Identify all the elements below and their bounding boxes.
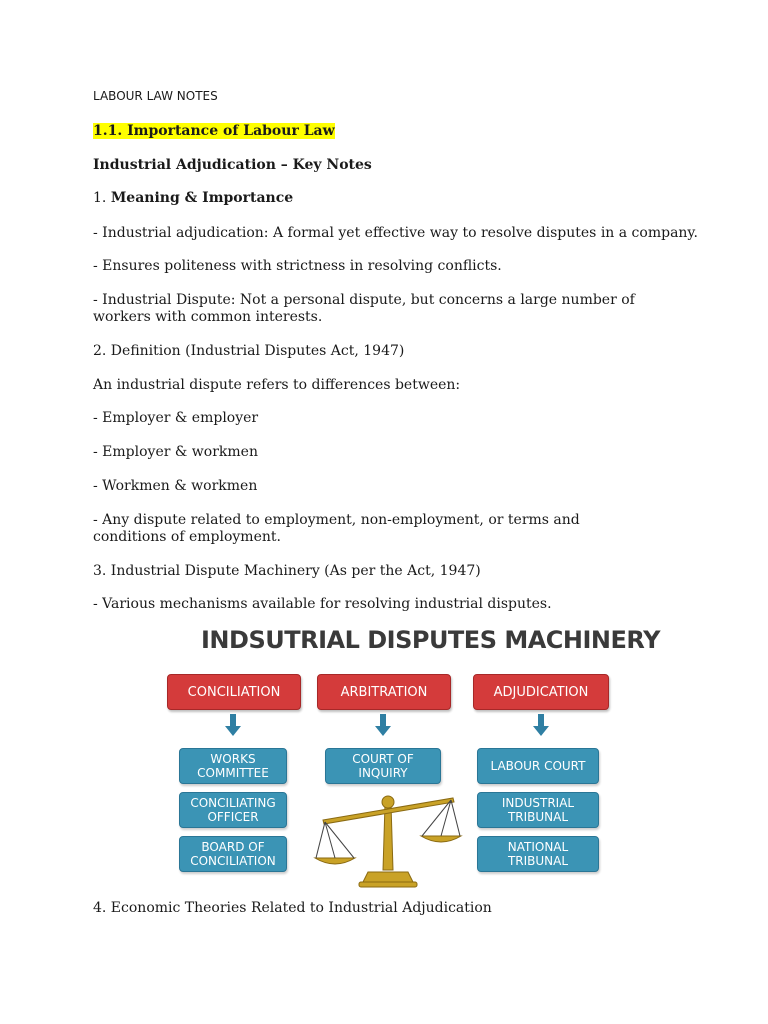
adjudication-heading: ADJUDICATION [473,674,609,710]
conciliating-officer-box: CONCILIATING OFFICER [179,792,287,828]
bullet-industrial-dispute: - Industrial Dispute: Not a personal dispute, but concerns a large number of workers with common interests. [93,292,635,325]
scales-of-justice-icon [313,790,463,890]
labour-court-box: LABOUR COURT [477,748,599,784]
section-title [93,123,335,140]
court-of-inquiry-box: COURT OF INQUIRY [325,748,441,784]
national-tribunal-box: NATIONAL TRIBUNAL [477,836,599,872]
section-4-heading: 4. Economic Theories Related to Industrial Adjudication [93,900,492,916]
list-item: - Workmen & workmen [93,478,258,494]
arbitration-heading: ARBITRATION [317,674,451,710]
works-committee-box: WORKS COMMITTEE [179,748,287,784]
section-1-number: 1. [93,190,107,206]
disputes-machinery-diagram [163,620,660,890]
section-1-title: Meaning & Importance [110,190,294,206]
section-2-heading: 2. Definition (Industrial Disputes Act, 1947) [93,343,405,359]
arrow-down-icon [225,714,241,736]
section-2-intro: An industrial dispute refers to differences between: [93,377,461,393]
bullet-politeness: - Ensures politeness with strictness in resolving conflicts. [93,258,502,274]
conciliation-heading: CONCILIATION [167,674,301,710]
highlighted-section-title: 1.1. Importance of Labour Law [93,123,335,139]
section-3-bullet: - Various mechanisms available for resolving industrial disputes. [93,596,552,612]
list-item: - Employer & employer [93,410,259,426]
section-3-heading: 3. Industrial Dispute Machinery (As per the Act, 1947) [93,563,481,579]
arrow-down-icon [375,714,391,736]
board-of-conciliation-box: BOARD OF CONCILIATION [179,836,287,872]
diagram-title: INDSUTRIAL DISPUTES MACHINERY [201,626,660,654]
section-1-heading [93,190,293,207]
list-item: - Employer & workmen [93,444,258,460]
list-item: - Any dispute related to employment, non-employment, or terms and conditions of employment. [93,512,580,545]
industrial-tribunal-box: INDUSTRIAL TRIBUNAL [477,792,599,828]
document-subtitle: Industrial Adjudication – Key Notes [93,157,372,173]
arrow-down-icon [533,714,549,736]
bullet-adjudication: - Industrial adjudication: A formal yet effective way to resolve disputes in a company. [93,225,698,241]
document-header: LABOUR LAW NOTES [93,89,218,103]
